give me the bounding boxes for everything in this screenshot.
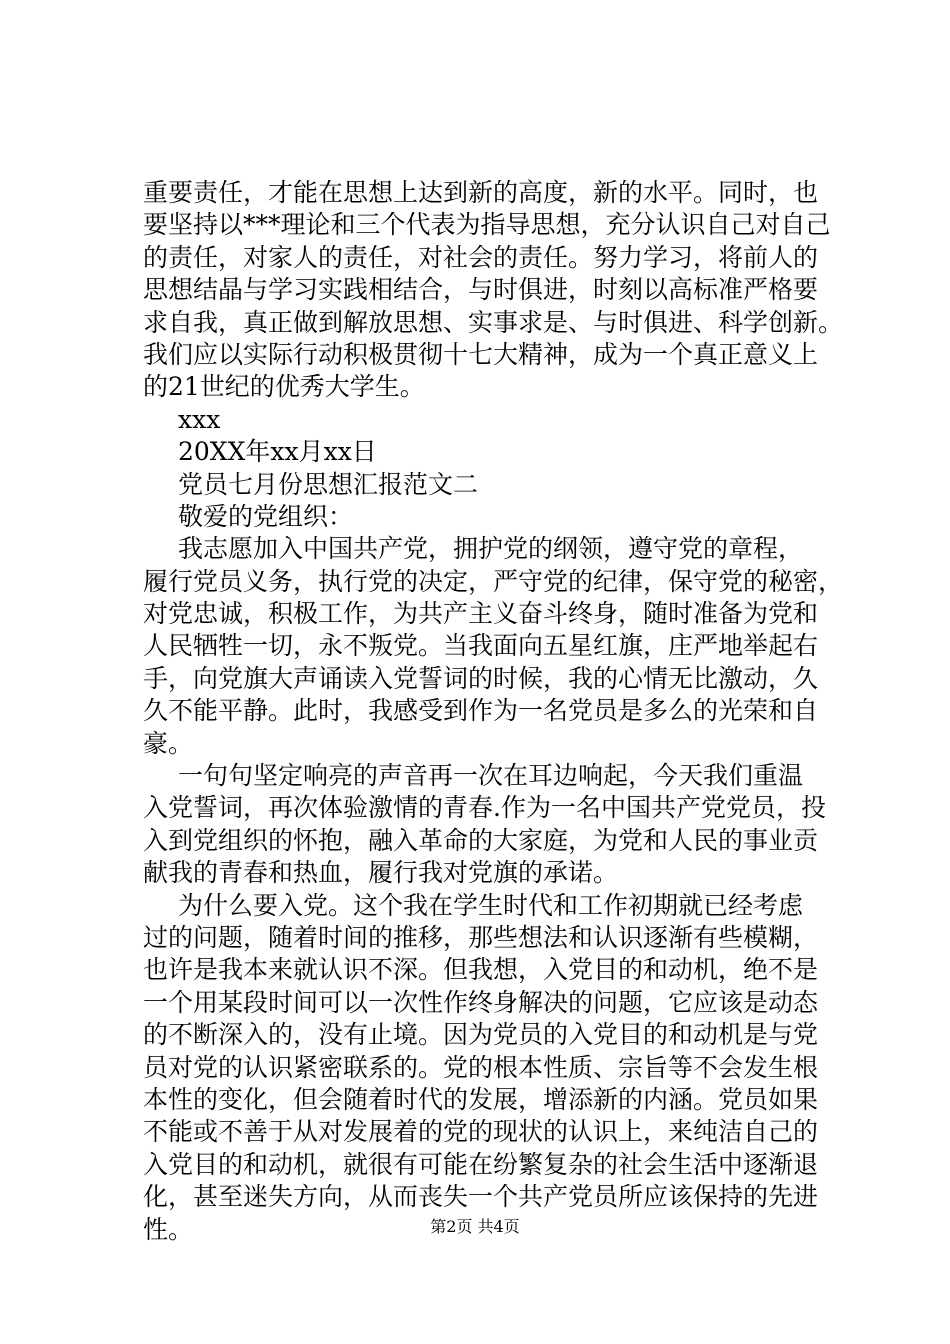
signature-date: 20XX年xx月xx日 [178,437,377,467]
text-line: 性。 [143,1214,194,1244]
signature-name: xxx [178,404,221,434]
text-line: 我们应以实际行动积极贯彻十七大精神，成为一个真正意义上 [143,339,819,369]
text-line: 献我的青春和热血，履行我对党旗的承诺。 [143,858,619,888]
text-line: 员对党的认识紧密联系的。党的根本性质、宗旨等不会发生根 [143,1052,819,1082]
text-line: 对党忠诚，积极工作，为共产主义奋斗终身，随时准备为党和 [143,599,819,629]
text-line: 过的问题，随着时间的推移，那些想法和认识逐渐有些模糊， [143,922,819,952]
body-text [143,177,843,1246]
text-line: 履行党员义务，执行党的决定，严守党的纪律，保守党的秘密， [143,566,844,596]
text-line: 的21世纪的优秀大学生。 [143,372,425,402]
text-line: 本性的变化，但会随着时代的发展，增添新的内涵。党员如果 [143,1084,819,1114]
text-line: 为什么要入党。这个我在学生时代和工作初期就已经考虑 [178,890,804,920]
text-line: 久不能平静。此时，我感受到作为一名党员是多么的光荣和自 [143,696,819,726]
text-line: 我志愿加入中国共产党，拥护党的纲领，遵守党的章程， [178,534,804,564]
page-number: 第2页 共4页 [430,1217,520,1236]
text-line: 入党誓词，再次体验激情的青春.作为一名中国共产党党员，投 [143,793,826,823]
text-line: 不能或不善于从对发展着的党的现状的认识上，来纯洁自己的 [143,1117,819,1147]
text-line: 要坚持以***理论和三个代表为指导思想，充分认识自己对自己 [143,210,831,240]
text-line: 一句句坚定响亮的声音再一次在耳边响起，今天我们重温 [178,761,804,791]
text-line: 手，向党旗大声诵读入党誓词的时候，我的心情无比激动，久 [143,663,819,693]
text-line: 也许是我本来就认识不深。但我想，入党目的和动机，绝不是 [143,955,819,985]
text-line: 人民牺牲一切，永不叛党。当我面向五星红旗，庄严地举起右 [143,631,819,661]
text-line: 入党目的和动机，就很有可能在纷繁复杂的社会生活中逐渐退 [143,1149,819,1179]
text-line: 重要责任，才能在思想上达到新的高度，新的水平。同时，也 [143,178,819,207]
salutation: 敬爱的党组织： [178,501,354,531]
text-line: 的不断深入的，没有止境。因为党员的入党目的和动机是与党 [143,1020,819,1050]
text-line: 的责任，对家人的责任，对社会的责任。努力学习，将前人的 [143,242,819,272]
text-line: 思想结晶与学习实践相结合，与时俱进，时刻以高标准严格要 [143,275,819,305]
text-line: 入到党组织的怀抱，融入革命的大家庭，为党和人民的事业贡 [143,825,819,855]
section-title: 党员七月份思想汇报范文二 [178,469,479,499]
text-line: 豪。 [143,728,194,758]
text-line: 求自我，真正做到解放思想、实事求是、与时俱进、科学创新。 [143,307,844,337]
text-line: 一个用某段时间可以一次性作终身解决的问题，它应该是动态 [143,987,819,1017]
text-line: 化，甚至迷失方向，从而丧失一个共产党员所应该保持的先进 [143,1182,819,1212]
